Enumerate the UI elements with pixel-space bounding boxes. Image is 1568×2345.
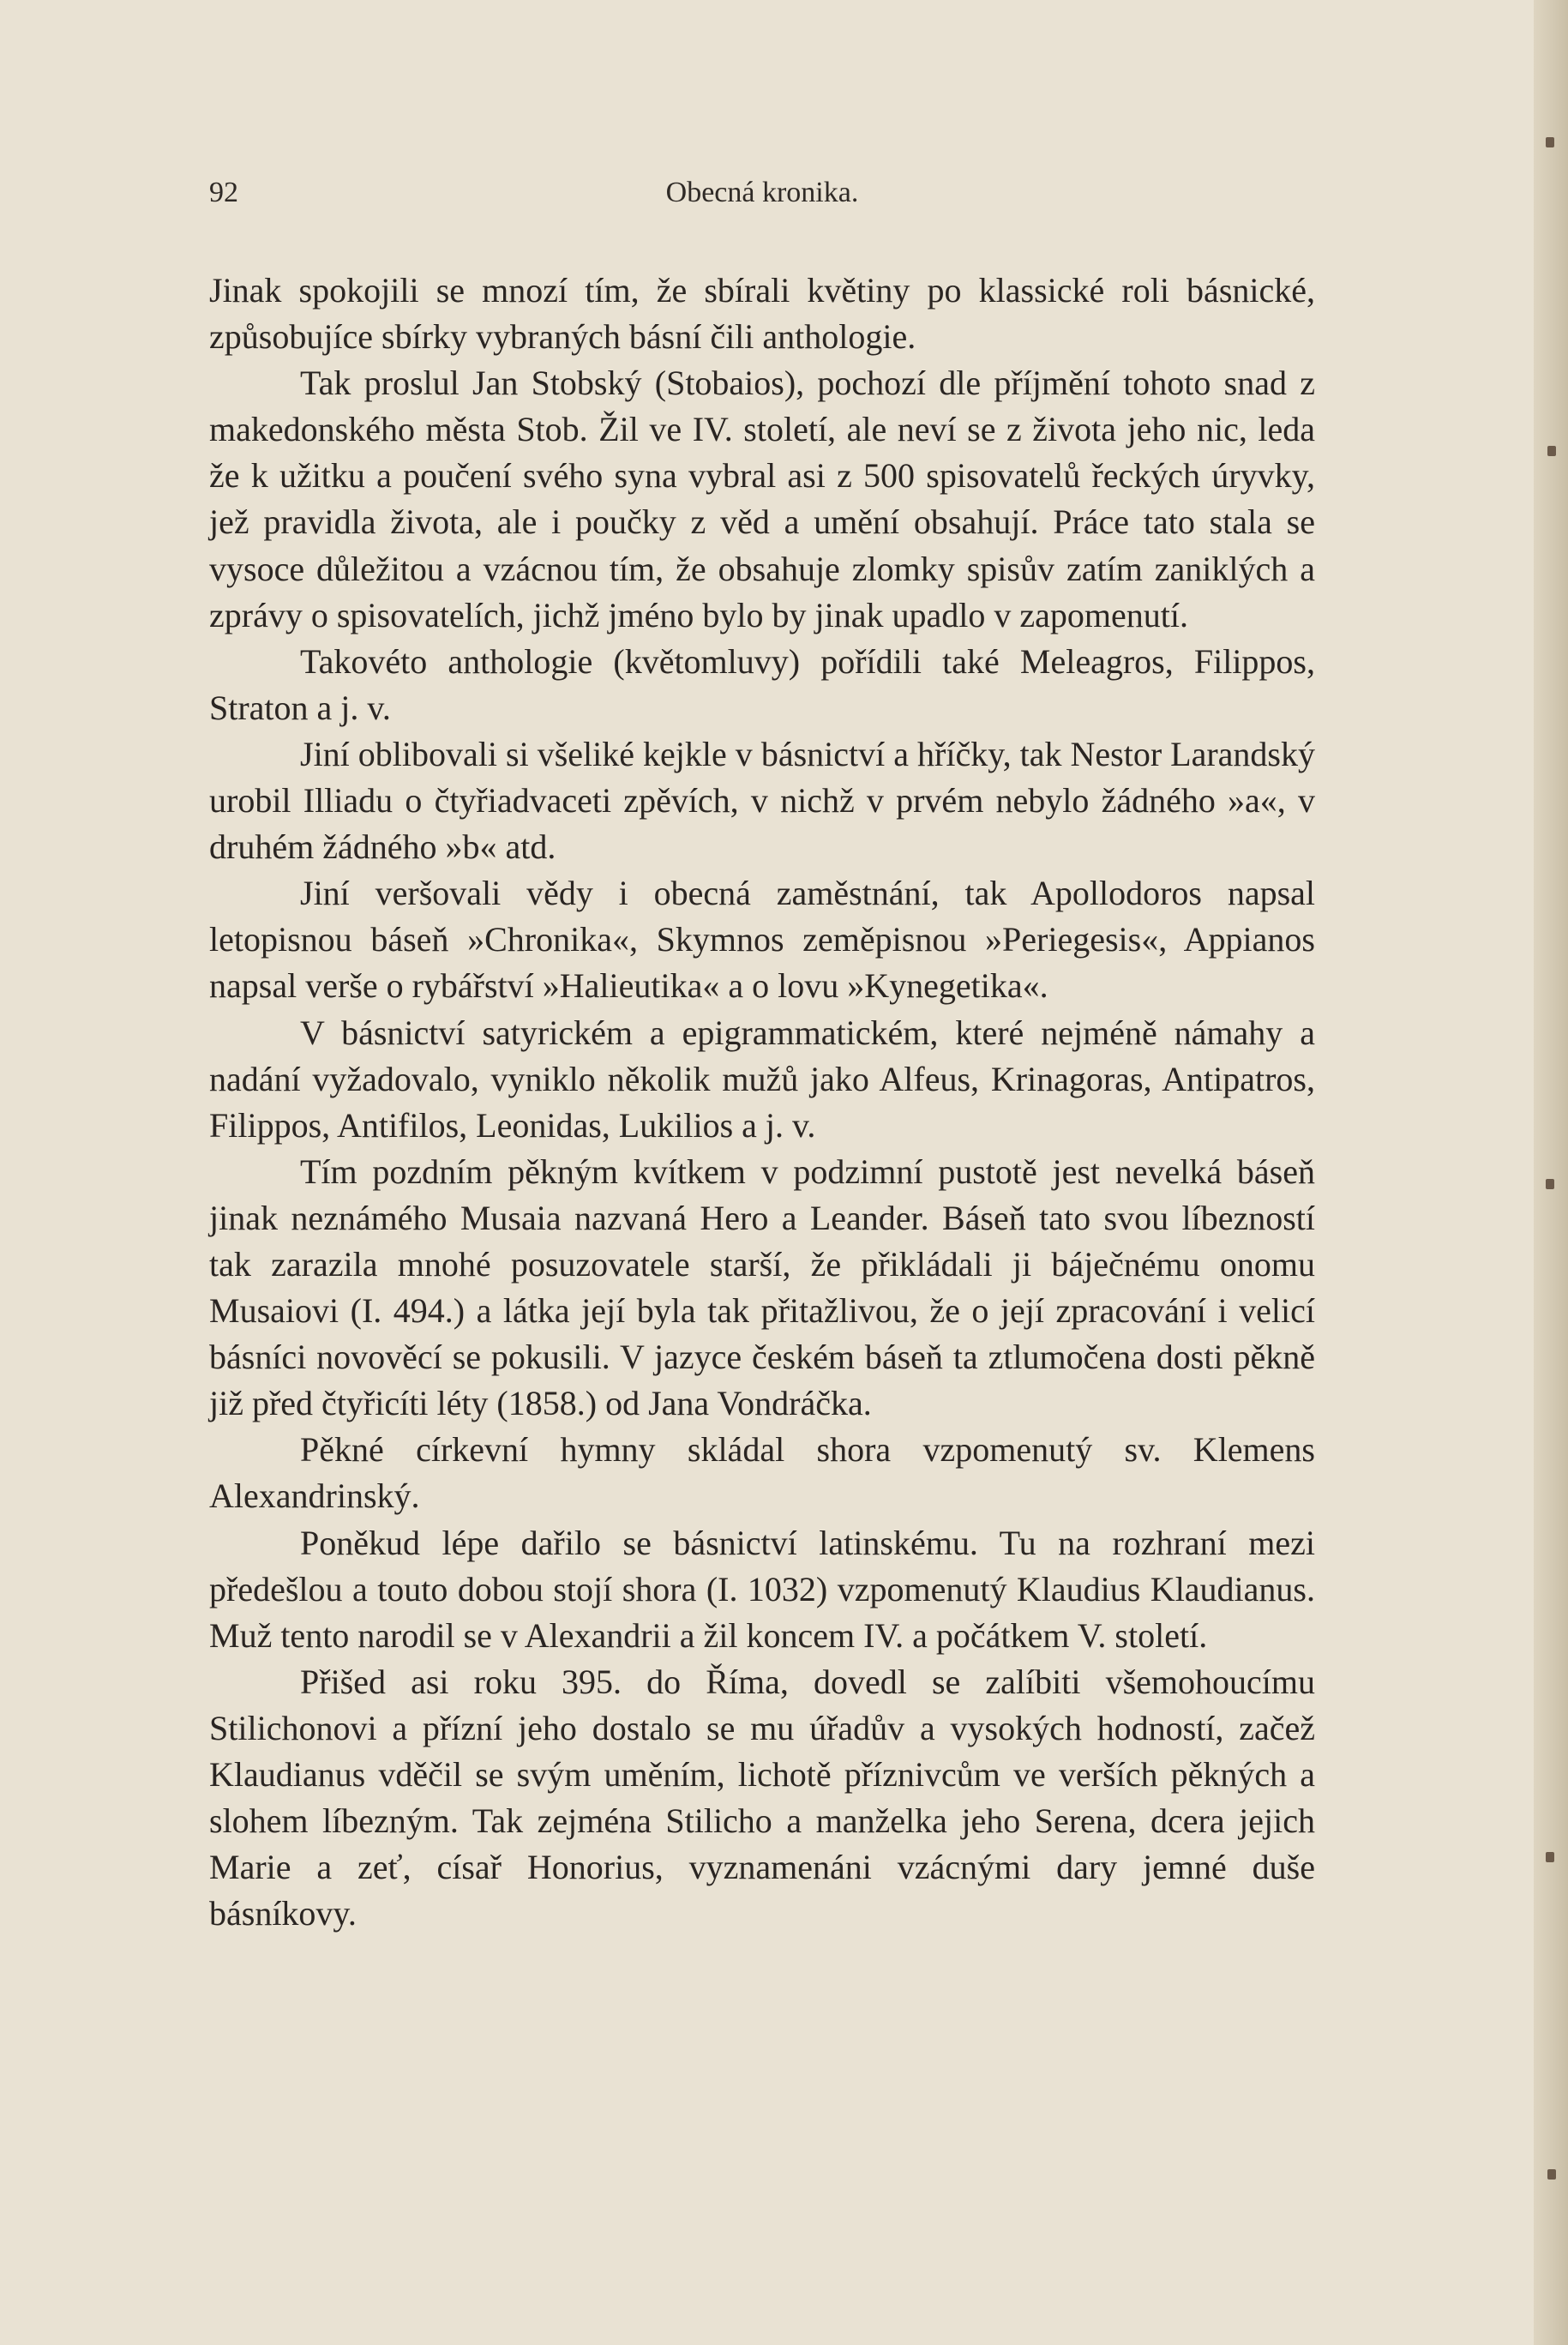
paragraph: Jinak spokojili se mnozí tím, že sbírali květiny po klassické roli básnické, způsobujíce sbírky vybraných básní čili anthologie. xyxy=(209,271,1315,357)
paragraph: Přišed asi roku 395. do Říma, dovedl se zalíbiti všemohoucímu Stilichonovi a přízní jeho dostalo se mu úřadův a vysokých hodností, začež Klaudianus vděčil se svým uměním, lichotě příznivcům ve verších pěkných a slohem líbezným. Tak zejména Stilicho a manželka jeho Serena, dcera jejich Marie a zeť, císař Honorius, vyznamenáni vzácnými dary jemné duše básníkovy. xyxy=(209,1662,1315,1933)
paragraph: V básnictví satyrickém a epigrammatickém, které nejméně námahy a nadání vyžadovalo, vyniklo několik mužů jako Alfeus, Krinagoras, Antipatros, Filippos, Antifilos, Leonidas, Lukilios a j. v. xyxy=(209,1013,1315,1145)
page-header xyxy=(209,177,1315,219)
edge-mark xyxy=(1547,2169,1556,2180)
paragraph: Takovéto anthologie (květomluvy) pořídili také Meleagros, Filippos, Straton a j. v. xyxy=(209,641,1315,727)
paragraph: Poněkud lépe dařilo se básnictví latinskému. Tu na rozhraní mezi předešlou a touto dobou stojí shora (I. 1032) vzpomenutý Klaudius Klaudianus. Muž tento narodil se v Alexandrii a žil koncem IV. a počátkem V. století. xyxy=(209,1523,1315,1655)
edge-mark xyxy=(1546,1852,1554,1862)
page-number: 92 xyxy=(209,177,238,208)
paragraph: Pěkné církevní hymny skládal shora vzpomenutý sv. Klemens Alexandrinský. xyxy=(209,1430,1315,1516)
edge-mark xyxy=(1546,137,1554,147)
paragraph: Tak proslul Jan Stobský (Stobaios), pochozí dle příjmění tohoto snad z makedonského města Stob. Žil ve IV. století, ale neví se z života jeho nic, leda že k užitku a poučení svého syna vybral asi z 500 spisovatelů řeckých úryvky, jež pravidla života, ale i poučky z věd a umění obsahují. Práce tato stala se vysoce důležitou a vzácnou tím, že obsahuje zlomky spisův zatím zaniklých a zprávy o spisovatelích, jichž jméno bylo by jinak upadlo v zapomenutí. xyxy=(209,364,1315,634)
paragraph: Jiní veršovali vědy i obecná zaměstnání, tak Apollodoros napsal letopisnou báseň »Chronika«, Skymnos zeměpisnou »Periegesis«, Appianos napsal verše o rybářství »Halieutika« a o lovu »Kynegetika«. xyxy=(209,874,1315,1006)
body-text xyxy=(209,268,1315,1937)
running-title: Obecná kronika. xyxy=(665,177,859,208)
paragraph: Jiní oblibovali si všeliké kejkle v básnictví a hříčky, tak Nestor Larandský urobil Illiadu o čtyřiadvaceti zpěvích, v nichž v prvém nebylo žádného »a«, v druhém žádného »b« atd. xyxy=(209,734,1315,867)
page-edge xyxy=(1534,0,1568,2345)
edge-mark xyxy=(1547,446,1556,456)
paragraph: Tím pozdním pěkným kvítkem v podzimní pustotě jest nevelká báseň jinak neznámého Musaia nazvaná Hero a Leander. Báseň tato svou líbezností tak zarazila mnohé posuzovatele starší, že přikládali ji báječnému onomu Musaiovi (I. 494.) a látka její byla tak přitažlivou, že o její zpracování i velicí básníci novověcí se pokusili. V jazyce českém báseň ta ztlumočena dosti pěkně již před čtyřicíti léty (1858.) od Jana Vondráčka. xyxy=(209,1151,1315,1423)
edge-mark xyxy=(1546,1179,1554,1189)
